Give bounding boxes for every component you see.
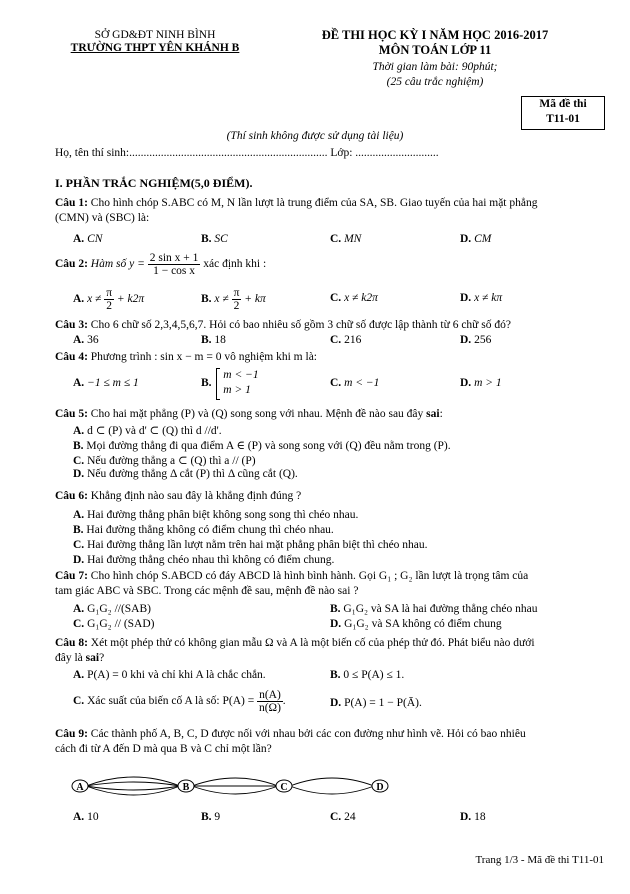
q1-option-c[interactable]: C. MN: [330, 233, 362, 245]
svg-text:D: D: [376, 782, 384, 793]
q9-option-d[interactable]: D. 18: [460, 811, 486, 823]
department-name: SỞ GD&ĐT NINH BÌNH: [94, 29, 216, 41]
exam-duration: Thời gian làm bài: 90phút;: [372, 61, 498, 73]
q1-text-2: (CMN) và (SBC) là:: [55, 212, 150, 224]
question-2: Câu 2: Hàm số y = $\frac{\text{2 sin x + 1}}{\text{1 − cos x}}$ xác định khi :: [55, 252, 267, 277]
q1-text: Cho hình chóp S.ABC có M, N lần lượt là trung điểm của SA, SB. Giao tuyến của hai mặt phẳng: [87, 197, 538, 209]
exam-code-label: Mã đề thi: [539, 98, 587, 110]
exam-code-value: T11-01: [546, 113, 580, 125]
q4-option-b[interactable]: B. m < −1 m > 1: [201, 368, 259, 400]
q6-option-a[interactable]: A. Hai đường thẳng phân biệt không song song thì chéo nhau.: [73, 509, 359, 521]
q3-option-d[interactable]: D. 256: [460, 334, 492, 346]
q2-label: Câu 2:: [55, 258, 88, 271]
q5-option-a[interactable]: A. d ⊂ (P) và d' ⊂ (Q) thì d //d'.: [73, 425, 222, 437]
question-4: Câu 4: Phương trình : sin x − m = 0 vô nghiệm khi m là:: [55, 351, 317, 363]
question-7: Câu 7: Cho hình chóp S.ABCD có đáy ABCD là hình bình hành. Gọi G₁ ; G₂ lần lượt là trọng tâm của tam giác ABC và SBC. Trong các mệnh đề sau, mệnh đề nào sai ?: [55, 570, 529, 597]
q2-option-c[interactable]: C. x ≠ k2π: [330, 292, 378, 304]
q3-option-c[interactable]: C. 216: [330, 334, 362, 346]
notice: (Thí sinh không được sử dụng tài liệu): [226, 130, 404, 142]
node-b: [178, 780, 194, 793]
q6-option-d[interactable]: D. Hai đường thẳng chéo nhau thì không có điểm chung.: [73, 554, 335, 566]
school-name: TRƯỜNG THPT YÊN KHÁNH B: [70, 42, 240, 54]
section-title: I. PHẦN TRẮC NGHIỆM(5,0 ĐIỂM).: [55, 176, 253, 190]
exam-code-box: [521, 96, 605, 130]
q4-option-d[interactable]: D. m > 1: [460, 377, 502, 389]
q9-option-a[interactable]: A. 10: [73, 811, 99, 823]
node-d: [372, 780, 388, 793]
question-9: Câu 9: Các thành phố A, B, C, D được nối với nhau bởi các con đường như hình vẽ. Hỏi có bao nhiêu cách đi từ A đến D mà qua B và C chỉ một lần?: [55, 728, 526, 755]
q5-option-d[interactable]: D. Nếu đường thẳng Δ cắt (P) thì Δ cũng cắt (Q).: [73, 468, 298, 480]
q8-option-c[interactable]: C. Xác suất của biến cố A là số: P(A) = $\frac{n(A)}{n(\Omega)}$ .: [73, 689, 286, 714]
q1-label: Câu 1:: [55, 197, 88, 209]
q6-option-c[interactable]: C. Hai đường thẳng lần lượt nằm trên hai mặt phẳng phân biệt thì chéo nhau.: [73, 539, 428, 551]
q2-fraction: $\frac{\text{2 sin x + 1}}{\text{1 − cos x}}$: [149, 252, 199, 277]
page-footer: Trang 1/3 - Mã đề thi T11-01: [475, 854, 604, 866]
subject-title: MÔN TOÁN LỚP 11: [378, 43, 492, 57]
svg-text:A: A: [76, 782, 84, 793]
question-1: [55, 196, 606, 226]
q3-option-b[interactable]: B. 18: [201, 334, 226, 346]
city-road-diagram: [68, 766, 408, 806]
node-c: [276, 780, 292, 793]
q4-option-c[interactable]: C. m < −1: [330, 377, 380, 389]
q5-option-c[interactable]: C. Nếu đường thẳng a ⊂ (Q) thì a // (P): [73, 455, 256, 467]
q7-option-b[interactable]: B. G₁G₂ và SA là hai đường thẳng chéo nhau: [330, 603, 538, 615]
node-a: [72, 780, 88, 793]
q9-option-b[interactable]: B. 9: [201, 811, 221, 823]
question-3: Câu 3: Cho 6 chữ số 2,3,4,5,6,7. Hỏi có bao nhiêu số gồm 3 chữ số được lập thành từ 6 chữ số đó?: [55, 319, 511, 331]
q5-option-b[interactable]: B. Mọi đường thẳng đi qua điểm A ∈ (P) và song song với (Q) đều nằm trong (P).: [73, 440, 451, 452]
question-8: Câu 8: Xét một phép thử có không gian mẫu Ω và A là một biến cố của phép thử đó. Phát biểu nào dưới đây là sai?: [55, 637, 535, 664]
q4-option-a[interactable]: A. −1 ≤ m ≤ 1: [73, 377, 139, 389]
q8-option-b[interactable]: B. 0 ≤ P(A) ≤ 1.: [330, 669, 405, 681]
q7-option-a[interactable]: A. G₁G₂ //(SAB): [73, 603, 151, 615]
q2-option-b[interactable]: B. x ≠ $\frac{\pi}{2}$ + kπ: [201, 287, 266, 312]
q1-option-a[interactable]: A. CN: [73, 233, 103, 245]
q1-option-b[interactable]: B. SC: [201, 233, 228, 245]
q1-option-d[interactable]: D. CM: [460, 233, 492, 245]
q8-option-a[interactable]: A. P(A) = 0 khi và chỉ khi A là chắc chắn.: [73, 669, 266, 681]
svg-text:B: B: [182, 782, 190, 793]
q9-option-c[interactable]: C. 24: [330, 811, 356, 823]
q6-option-b[interactable]: B. Hai đường thẳng không có điểm chung thì chéo nhau.: [73, 524, 334, 536]
q3-option-a[interactable]: A. 36: [73, 334, 99, 346]
student-info-line: Họ, tên thí sinh:..................................................................... Lớp: .............................: [55, 147, 439, 159]
q2-option-a[interactable]: A. x ≠ $\frac{\pi}{2}$ + k2π: [73, 287, 145, 312]
q8-option-d[interactable]: D. P(A) = 1 − P(Ā).: [330, 697, 422, 709]
svg-text:C: C: [280, 782, 288, 793]
question-count: (25 câu trắc nghiệm): [386, 76, 484, 88]
q7-option-d[interactable]: D. G₁G₂ và SA không có điểm chung: [330, 618, 502, 630]
question-6: Câu 6: Khẳng định nào sau đây là khẳng định đúng ?: [55, 490, 302, 502]
q7-option-c[interactable]: C. G₁G₂ // (SAD): [73, 618, 155, 630]
q2-option-d[interactable]: D. x ≠ kπ: [460, 292, 503, 304]
question-5: Câu 5: Cho hai mặt phẳng (P) và (Q) song song với nhau. Mệnh đề nào sau đây sai:: [55, 408, 443, 420]
exam-title: ĐỀ THI HỌC KỲ I NĂM HỌC 2016-2017: [321, 28, 549, 42]
